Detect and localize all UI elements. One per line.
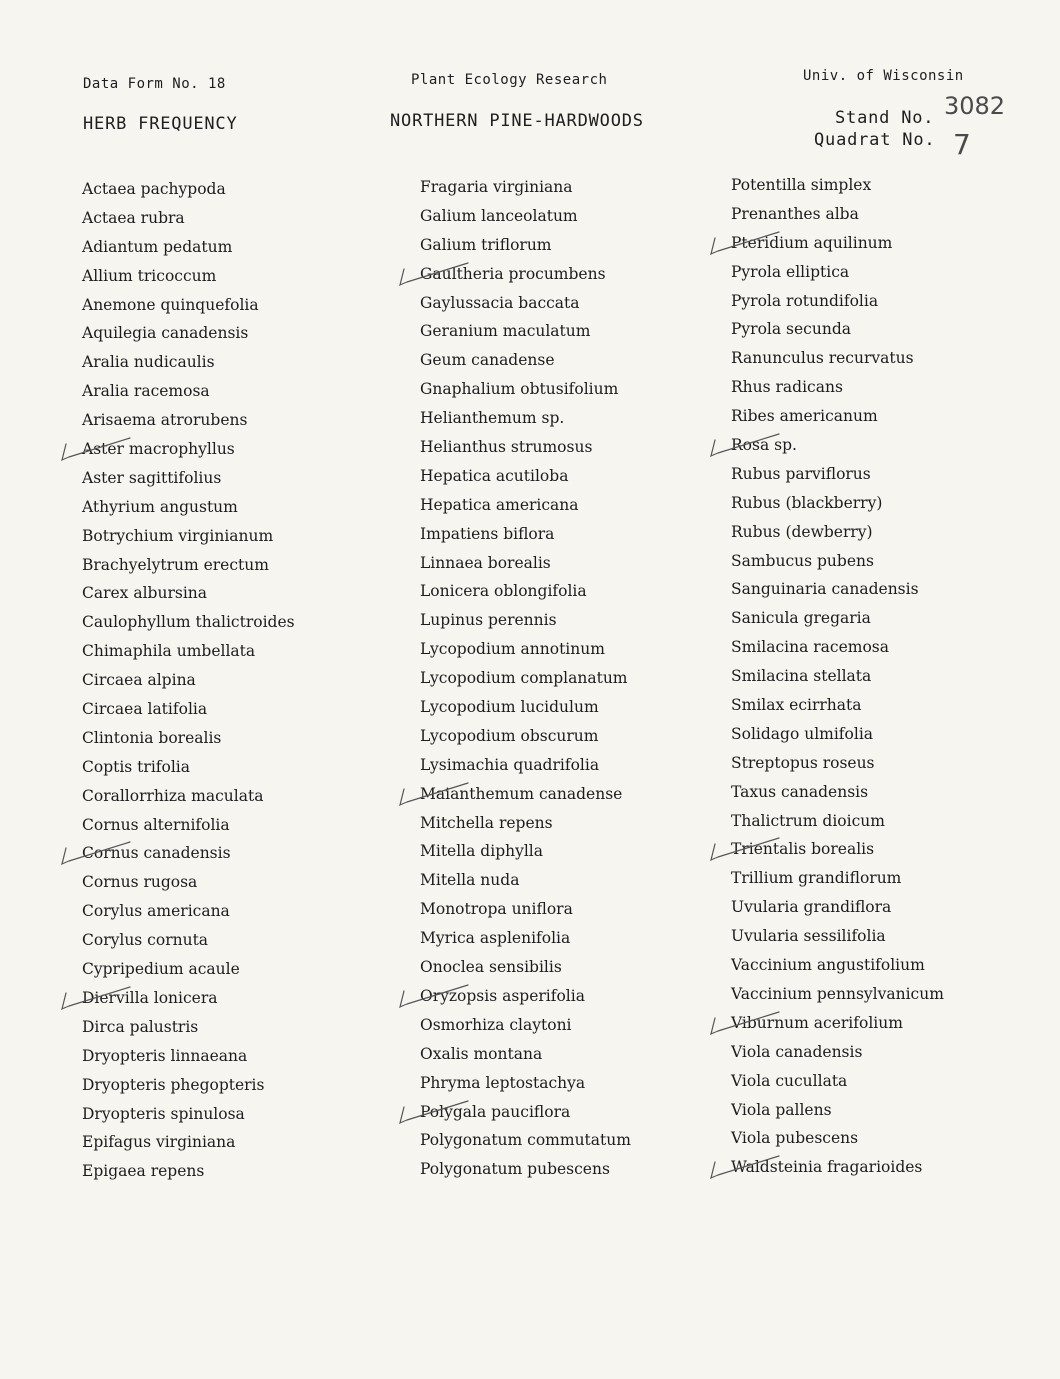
species-item[interactable] [82,1100,295,1129]
species-item[interactable] [82,868,295,897]
species-item[interactable] [82,204,295,233]
species-item[interactable] [82,839,295,868]
species-name: Geum canadense [420,351,555,370]
species-name: Ranunculus recurvatus [731,349,914,368]
species-name: Actaea rubra [82,208,185,227]
species-name: Viola pubescens [731,1129,859,1148]
species-item[interactable] [420,664,631,693]
species-item[interactable] [82,291,295,320]
species-item[interactable] [82,666,295,695]
species-name: Hepatica acutiloba [420,466,569,485]
species-name: Geranium maculatum [420,322,591,341]
species-item[interactable] [420,866,631,895]
species-item[interactable] [82,926,295,955]
species-name: Corylus americana [82,902,230,921]
species-name: Botrychium virginianum [82,526,274,545]
species-item[interactable] [731,518,944,547]
species-item[interactable] [82,955,295,984]
stand-number-label: Stand No. [835,108,935,128]
species-item[interactable] [731,922,944,951]
species-item[interactable] [731,287,944,316]
species-name: Cornus canadensis [82,844,231,863]
species-item[interactable] [82,1071,295,1100]
species-name: Linnaea borealis [420,553,551,572]
species-item[interactable] [420,1040,631,1069]
species-name: Rubus (dewberry) [731,522,873,541]
species-item[interactable] [420,924,631,953]
species-item[interactable] [420,953,631,982]
species-name: Pyrola secunda [731,320,851,339]
species-item[interactable] [420,1069,631,1098]
species-column-1 [82,175,295,1186]
species-name: Streptopus roseus [731,753,875,772]
species-item[interactable] [731,1124,944,1153]
species-name: Aralia racemosa [82,382,210,401]
species-item[interactable] [731,691,944,720]
species-item[interactable] [420,173,631,202]
species-item[interactable] [82,579,295,608]
species-item[interactable] [420,404,631,433]
species-column-2 [420,173,631,1184]
species-name: Pteridium aquilinum [731,233,893,252]
species-item[interactable] [82,608,295,637]
species-name: Helianthemum sp. [420,409,565,428]
species-item[interactable] [420,1098,631,1127]
species-name: Mitchella repens [420,813,553,832]
species-name: Osmorhiza claytoni [420,1015,572,1034]
species-item[interactable] [420,433,631,462]
species-name: Sanguinaria canadensis [731,580,919,599]
species-column-3 [731,171,944,1182]
species-item[interactable] [731,575,944,604]
species-item[interactable] [420,289,631,318]
species-item[interactable] [82,1042,295,1071]
species-item[interactable] [82,1128,295,1157]
species-name: Dryopteris linnaeana [82,1046,248,1065]
species-name: Rubus (blackberry) [731,493,883,512]
species-item[interactable] [82,435,295,464]
species-name: Impatiens biflora [420,524,555,543]
species-item[interactable] [82,695,295,724]
species-name: Lupinus perennis [420,611,557,630]
species-item[interactable] [82,1013,295,1042]
species-name: Onoclea sensibilis [420,958,562,977]
species-item[interactable] [420,520,631,549]
species-item[interactable] [82,377,295,406]
species-item[interactable] [420,231,631,260]
species-item[interactable] [82,175,295,204]
species-item[interactable] [731,893,944,922]
species-item[interactable] [731,460,944,489]
species-name: Ribes americanum [731,407,878,426]
research-title: Plant Ecology Research [411,72,608,88]
species-item[interactable] [420,606,631,635]
species-item[interactable] [731,807,944,836]
form-number: Data Form No. 18 [83,76,226,92]
species-item[interactable] [82,811,295,840]
species-name: Athyrium angustum [82,497,238,516]
species-item[interactable] [82,319,295,348]
species-item[interactable] [420,1126,631,1155]
species-name: Corallorrhiza maculata [82,786,264,805]
species-item[interactable] [731,604,944,633]
species-name: Thalictrum dioicum [731,811,885,830]
species-name: Helianthus strumosus [420,438,593,457]
species-name: Lonicera oblongifolia [420,582,587,601]
species-name: Potentilla simplex [731,176,872,194]
species-name: Vaccinium angustifolium [731,956,925,975]
species-name: Lycopodium complanatum [420,669,628,688]
species-name: Arisaema atrorubens [82,411,248,430]
species-name: Polygala pauciflora [420,1102,571,1121]
species-item[interactable] [82,897,295,926]
species-name: Diervilla lonicera [82,988,218,1007]
species-name: Dryopteris phegopteris [82,1075,265,1094]
species-name: Rhus radicans [731,378,843,397]
species-item[interactable] [420,809,631,838]
species-name: Monotropa uniflora [420,900,573,919]
species-item[interactable] [731,373,944,402]
species-item[interactable] [731,1067,944,1096]
community-title: NORTHERN PINE-HARDWOODS [390,111,644,131]
species-item[interactable] [420,722,631,751]
species-item[interactable] [731,633,944,662]
species-item[interactable] [82,493,295,522]
species-name: Vaccinium pennsylvanicum [731,984,944,1003]
species-name: Taxus canadensis [731,782,869,801]
species-name: Trillium grandiflorum [731,869,902,888]
species-name: Rosa sp. [731,436,797,455]
species-item[interactable] [420,202,631,231]
species-name: Gnaphalium obtusifolium [420,380,619,399]
species-item[interactable] [420,780,631,809]
species-item[interactable] [82,551,295,580]
species-item[interactable] [731,431,944,460]
species-name: Brachyelytrum erectum [82,555,269,574]
species-name: Solidago ulmifolia [731,724,874,743]
species-item[interactable] [731,778,944,807]
species-item[interactable] [731,489,944,518]
species-name: Cypripedium acaule [82,960,240,979]
species-name: Mitella nuda [420,871,520,890]
species-item[interactable] [420,1011,631,1040]
species-item[interactable] [731,1038,944,1067]
species-item[interactable] [82,753,295,782]
species-item[interactable] [420,375,631,404]
species-name: Circaea latifolia [82,700,208,719]
species-name: Lycopodium annotinum [420,640,605,659]
species-item[interactable] [420,577,631,606]
species-item[interactable] [82,522,295,551]
species-name: Aster macrophyllus [82,440,235,459]
species-item[interactable] [420,346,631,375]
species-item[interactable] [420,260,631,289]
species-item[interactable] [420,462,631,491]
species-item[interactable] [731,662,944,691]
species-name: Caulophyllum thalictroides [82,613,295,632]
species-name: Phryma leptostachya [420,1073,586,1092]
species-item[interactable] [731,980,944,1009]
species-name: Sambucus pubens [731,551,874,570]
species-item[interactable] [420,317,631,346]
species-name: Carex albursina [82,584,207,603]
species-name: Viola pallens [731,1100,832,1119]
species-item[interactable] [82,1157,295,1186]
species-name: Oryzopsis asperifolia [420,986,585,1005]
species-name: Cornus rugosa [82,873,198,892]
species-name: Gaylussacia baccata [420,293,580,312]
species-item[interactable] [82,464,295,493]
species-name: Chimaphila umbellata [82,642,256,661]
species-name: Circaea alpina [82,671,196,690]
species-name: Waldsteinia fragarioides [731,1158,923,1177]
species-item[interactable] [731,864,944,893]
species-name: Uvularia sessilifolia [731,927,886,946]
species-item[interactable] [420,491,631,520]
species-item[interactable] [420,895,631,924]
species-item[interactable] [731,315,944,344]
species-item[interactable] [82,637,295,666]
species-name: Actaea pachypoda [82,180,226,198]
species-name: Aralia nudicaulis [82,353,215,372]
species-name: Fragaria virginiana [420,178,573,196]
species-name: Aquilegia canadensis [82,324,249,343]
species-item[interactable] [731,402,944,431]
species-name: Coptis trifolia [82,757,191,776]
form-title: HERB FREQUENCY [83,114,238,134]
species-name: Uvularia grandiflora [731,898,892,917]
species-name: Clintonia borealis [82,728,222,747]
species-name: Smilacina racemosa [731,638,889,657]
species-item[interactable] [82,984,295,1013]
species-name: Cornus alternifolia [82,815,230,834]
species-name: Pyrola elliptica [731,262,850,281]
species-name: Viburnum acerifolium [731,1013,903,1032]
species-item[interactable] [420,635,631,664]
species-item[interactable] [731,344,944,373]
species-name: Epigaea repens [82,1162,205,1181]
species-name: Corylus cornuta [82,931,209,950]
species-name: Epifagus virginiana [82,1133,236,1152]
species-name: Trientalis borealis [731,840,875,859]
species-item[interactable] [420,751,631,780]
species-name: Sanicula gregaria [731,609,871,628]
species-name: Dirca palustris [82,1017,199,1036]
species-name: Anemone quinquefolia [82,295,259,314]
species-item[interactable] [82,233,295,262]
species-item[interactable] [731,547,944,576]
species-name: Galium triflorum [420,235,552,254]
species-item[interactable] [731,229,944,258]
species-item[interactable] [82,724,295,753]
quadrat-number-value[interactable]: 7 [953,128,971,161]
species-item[interactable] [82,348,295,377]
species-name: Adiantum pedatum [82,237,233,256]
species-name: Mitella diphylla [420,842,544,861]
species-name: Lysimachia quadrifolia [420,755,600,774]
species-item[interactable] [731,1153,944,1182]
species-item[interactable] [420,693,631,722]
species-name: Gaultheria procumbens [420,264,606,283]
species-item[interactable] [731,1009,944,1038]
species-item[interactable] [82,782,295,811]
species-name: Lycopodium obscurum [420,726,599,745]
species-name: Rubus parviflorus [731,464,871,483]
quadrat-number-label: Quadrat No. [814,130,936,150]
species-item[interactable] [420,837,631,866]
species-item[interactable] [82,262,295,291]
species-name: Myrica asplenifolia [420,929,571,948]
species-name: Polygonatum commutatum [420,1131,631,1150]
species-name: Prenanthes alba [731,204,859,223]
species-name: Allium tricoccum [82,266,217,285]
species-name: Galium lanceolatum [420,206,578,225]
species-name: Viola canadensis [731,1042,863,1061]
species-name: Dryopteris spinulosa [82,1104,245,1123]
species-item[interactable] [731,1096,944,1125]
species-name: Polygonatum pubescens [420,1160,610,1179]
species-name: Smilax ecirrhata [731,696,862,715]
university-name: Univ. of Wisconsin [803,68,964,84]
species-name: Maianthemum canadense [420,784,623,803]
species-item[interactable] [731,835,944,864]
species-item[interactable] [731,749,944,778]
stand-number-value[interactable]: 3082 [944,92,1006,120]
species-name: Oxalis montana [420,1044,543,1063]
species-item[interactable] [82,406,295,435]
species-name: Hepatica americana [420,495,579,514]
species-name: Smilacina stellata [731,667,872,686]
species-item[interactable] [731,258,944,287]
species-item[interactable] [420,982,631,1011]
species-item[interactable] [731,720,944,749]
species-item[interactable] [731,171,944,200]
species-name: Aster sagittifolius [82,468,222,487]
species-item[interactable] [731,951,944,980]
species-item[interactable] [420,1155,631,1184]
species-name: Viola cucullata [731,1071,848,1090]
species-name: Pyrola rotundifolia [731,291,879,310]
species-name: Lycopodium lucidulum [420,698,599,717]
species-item[interactable] [420,549,631,578]
species-item[interactable] [731,200,944,229]
